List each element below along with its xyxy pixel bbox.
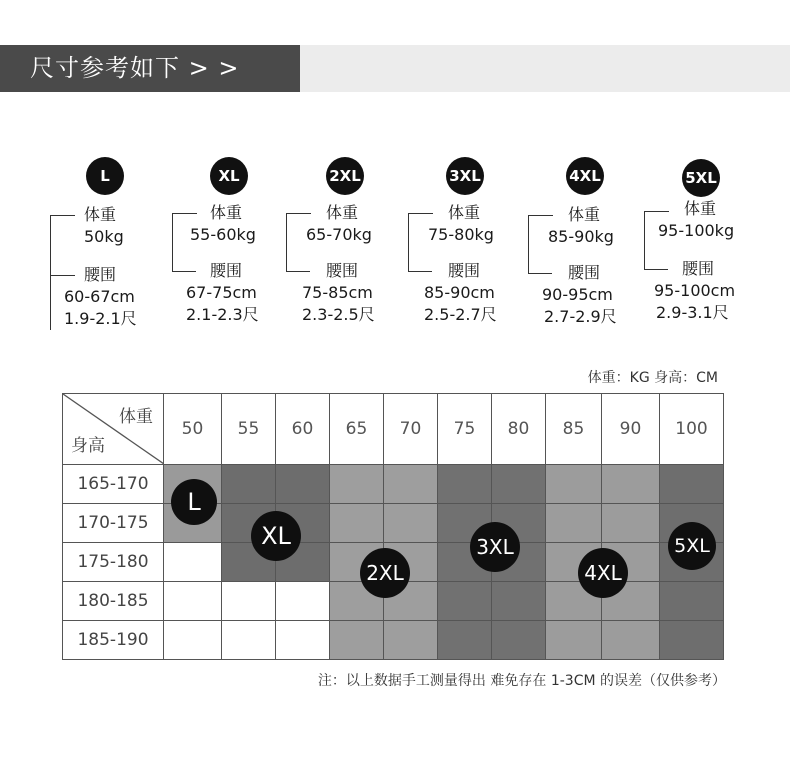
weight-label: 体重 bbox=[210, 203, 243, 222]
grid-cell bbox=[330, 465, 384, 504]
weight-label: 体重 bbox=[326, 203, 359, 222]
waist-cm: 95-100cm bbox=[654, 281, 736, 300]
weight-header: 75 bbox=[438, 394, 492, 465]
bracket-line bbox=[172, 271, 196, 278]
waist-cm: 85-90cm bbox=[424, 283, 495, 302]
grid-cell bbox=[276, 621, 330, 660]
waist-cm: 67-75cm bbox=[186, 283, 257, 302]
weight-value: 75-80kg bbox=[428, 225, 494, 244]
size-card-l bbox=[50, 157, 170, 337]
grid-cell bbox=[222, 621, 276, 660]
waist-label: 腰围 bbox=[84, 265, 117, 284]
weight-header: 70 bbox=[384, 394, 438, 465]
grid-badge-l: L bbox=[171, 479, 217, 525]
weight-header: 60 bbox=[276, 394, 330, 465]
grid-cell bbox=[222, 582, 276, 621]
size-card-xl bbox=[172, 157, 292, 337]
grid-cell bbox=[492, 465, 546, 504]
table-row bbox=[63, 465, 724, 504]
waist-label: 腰围 bbox=[448, 261, 481, 280]
grid-cell bbox=[660, 621, 724, 660]
size-card-2xl bbox=[286, 157, 406, 337]
waist-chi: 2.3-2.5尺 bbox=[302, 305, 375, 324]
bracket-line bbox=[408, 271, 432, 278]
grid-cell bbox=[660, 465, 724, 504]
corner-weight-label: 体重 bbox=[119, 407, 153, 427]
banner-title: 尺寸参考如下 > > bbox=[0, 45, 300, 92]
waist-label: 腰围 bbox=[568, 263, 601, 282]
size-card-4xl bbox=[528, 157, 648, 337]
grid-cell bbox=[492, 582, 546, 621]
grid-cell bbox=[546, 621, 602, 660]
grid-cell bbox=[660, 582, 724, 621]
weight-value: 55-60kg bbox=[190, 225, 256, 244]
size-badge: 3XL bbox=[446, 157, 484, 195]
grid-cell bbox=[330, 621, 384, 660]
size-badge: 2XL bbox=[326, 157, 364, 195]
waist-chi: 2.1-2.3尺 bbox=[186, 305, 259, 324]
weight-label: 体重 bbox=[84, 205, 117, 224]
weight-header: 80 bbox=[492, 394, 546, 465]
grid-cell bbox=[602, 504, 660, 543]
grid-badge-xl: XL bbox=[251, 511, 301, 561]
weight-label: 体重 bbox=[684, 199, 717, 218]
waist-chi: 2.9-3.1尺 bbox=[656, 303, 729, 322]
bracket-line bbox=[528, 273, 552, 280]
grid-badge-4xl: 4XL bbox=[578, 548, 628, 598]
grid-cell bbox=[164, 543, 222, 582]
grid-badge-2xl: 2XL bbox=[360, 548, 410, 598]
weight-header: 50 bbox=[164, 394, 222, 465]
units-note: 体重：KG 身高：CM bbox=[587, 370, 718, 386]
header-banner bbox=[0, 45, 790, 92]
grid-cell bbox=[276, 582, 330, 621]
weight-label: 体重 bbox=[448, 203, 481, 222]
grid-cell bbox=[276, 465, 330, 504]
grid-cell bbox=[164, 582, 222, 621]
grid-cell bbox=[438, 465, 492, 504]
weight-header: 65 bbox=[330, 394, 384, 465]
weight-value: 65-70kg bbox=[306, 225, 372, 244]
waist-chi: 1.9-2.1尺 bbox=[64, 309, 137, 328]
grid-cell bbox=[438, 621, 492, 660]
size-table bbox=[62, 393, 724, 660]
corner-cell bbox=[63, 394, 164, 465]
grid-cell bbox=[546, 465, 602, 504]
waist-label: 腰围 bbox=[682, 259, 715, 278]
height-header: 175-180 bbox=[63, 543, 164, 582]
header-row bbox=[63, 394, 724, 465]
grid-cell bbox=[330, 504, 384, 543]
weight-header: 85 bbox=[546, 394, 602, 465]
grid-cell bbox=[384, 465, 438, 504]
weight-value: 50kg bbox=[84, 227, 124, 246]
size-badge: 5XL bbox=[682, 159, 720, 197]
waist-cm: 60-67cm bbox=[64, 287, 135, 306]
grid-cell bbox=[438, 582, 492, 621]
height-header: 185-190 bbox=[63, 621, 164, 660]
weight-header: 55 bbox=[222, 394, 276, 465]
size-card-5xl bbox=[644, 157, 764, 337]
bracket-line bbox=[50, 215, 75, 276]
grid-cell bbox=[164, 621, 222, 660]
waist-label: 腰围 bbox=[210, 261, 243, 280]
waist-cm: 75-85cm bbox=[302, 283, 373, 302]
height-header: 165-170 bbox=[63, 465, 164, 504]
grid-badge-5xl: 5XL bbox=[668, 522, 716, 570]
weight-header: 90 bbox=[602, 394, 660, 465]
size-badge: XL bbox=[210, 157, 248, 195]
size-badge: 4XL bbox=[566, 157, 604, 195]
waist-cm: 90-95cm bbox=[542, 285, 613, 304]
size-badge: L bbox=[86, 157, 124, 195]
height-header: 180-185 bbox=[63, 582, 164, 621]
weight-label: 体重 bbox=[568, 205, 601, 224]
table-row bbox=[63, 504, 724, 543]
table-row bbox=[63, 621, 724, 660]
grid-badge-3xl: 3XL bbox=[470, 522, 520, 572]
size-grid bbox=[62, 393, 723, 660]
grid-cell bbox=[384, 621, 438, 660]
corner-height-label: 身高 bbox=[71, 436, 105, 456]
weight-value: 95-100kg bbox=[658, 221, 735, 240]
waist-chi: 2.5-2.7尺 bbox=[424, 305, 497, 324]
waist-label: 腰围 bbox=[326, 261, 359, 280]
grid-cell bbox=[222, 465, 276, 504]
grid-cell bbox=[384, 504, 438, 543]
weight-value: 85-90kg bbox=[548, 227, 614, 246]
bracket-line bbox=[644, 269, 668, 276]
grid-cell bbox=[546, 504, 602, 543]
footnote: 注：以上数据手工测量得出 难免存在 1-3CM 的误差（仅供参考） bbox=[317, 673, 726, 689]
size-card-3xl bbox=[408, 157, 528, 337]
grid-cell bbox=[602, 621, 660, 660]
waist-chi: 2.7-2.9尺 bbox=[544, 307, 617, 326]
bracket-line bbox=[286, 271, 310, 278]
weight-header: 100 bbox=[660, 394, 724, 465]
grid-cell bbox=[602, 465, 660, 504]
grid-cell bbox=[492, 621, 546, 660]
height-header: 170-175 bbox=[63, 504, 164, 543]
